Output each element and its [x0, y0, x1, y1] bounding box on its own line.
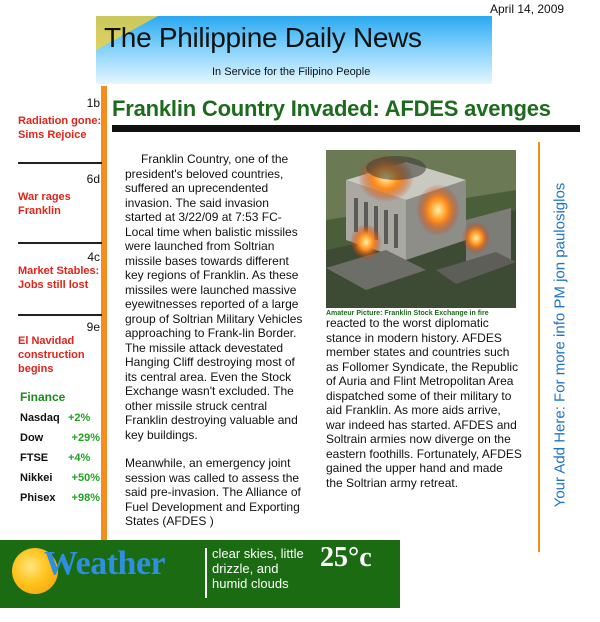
headline-block: [112, 96, 586, 132]
sidebar-story[interactable]: [18, 244, 102, 316]
sidebar-stories: [18, 96, 102, 380]
stock-exchange-fire-photo: [326, 150, 516, 308]
burning-building-image: [326, 150, 516, 308]
story-page-code: 9e: [86, 320, 100, 334]
ad-space[interactable]: [552, 183, 569, 508]
ticker-change: +2%: [68, 412, 91, 424]
story-title: Radiation gone: Sims Rejoice: [18, 115, 102, 141]
article-paragraph: reacted to the worst diplomatic stance in modern history. AFDES member states and countries such as Follomer Syndicate, the Republic of Auria and Flint Metropolitan Area dispatched some of their military to aid Franklin. As more aids arrive, war indeed has started. AFDES and Soltrain armies now diverge on the eastern foothills. Fortunately, AFDES gained the upper hand and made the Soltrian army retreat.: [326, 316, 522, 490]
ticker-row: [20, 409, 102, 429]
ticker-change: +4%: [68, 452, 91, 464]
article-paragraph: Meanwhile, an emergency joint session was called to assess the said pre-invasion. The Alliance of Fuel Development and Exporting States (AFDES ): [125, 456, 301, 528]
ad-divider: [538, 142, 540, 552]
ad-prefix: Your Add Here:: [551, 406, 569, 508]
story-title: War rages Franklin: [18, 191, 71, 217]
weather-description: clear skies, little drizzle, and humid clouds: [212, 546, 304, 591]
ticker-change: +50%: [71, 472, 100, 484]
issue-date: April 14, 2009: [490, 2, 565, 16]
ticker-change: +29%: [71, 432, 100, 444]
story-page-code: 4c: [87, 250, 100, 264]
weather-label: Weather: [44, 545, 166, 582]
newspaper-title: The Philippine Daily News: [104, 22, 422, 53]
story-title: El Navidad construction begins: [18, 335, 85, 375]
weather-banner: [0, 540, 400, 608]
ticker-name: FTSE: [20, 452, 49, 464]
ticker-name: Nikkei: [20, 472, 53, 484]
ticker-row: [20, 429, 102, 449]
main-headline: Franklin Country Invaded: AFDES avenges: [112, 96, 551, 121]
article-column-2: [326, 316, 522, 490]
story-page-code: 1b: [86, 96, 100, 110]
ticker-row: [20, 489, 102, 509]
ticker-name: Phisex: [20, 492, 56, 504]
sidebar-story[interactable]: [18, 316, 102, 380]
ticker-name: Dow: [20, 432, 44, 444]
article-column-1: [125, 152, 307, 543]
photo-caption: Amateur Picture: Franklin Stock Exchange in fire: [326, 310, 489, 317]
weather-divider: [205, 548, 207, 598]
story-page-code: 6d: [86, 172, 100, 186]
headline-rule: [112, 125, 580, 132]
sidebar-story[interactable]: [18, 96, 102, 164]
article-paragraph: Franklin Country, one of the president's beloved countries, suffered an uprecendented invasion. The said invasion started at 3/22/09 at 7:53 FC-Local time when balistic missiles were launched from Soltrian missile bases towards different key regions of Franklin. As these missiles were launched massive eyewitnesses reported of a large group of Soltrian Military Vehicles approaching to Frank-lin Border. The missile attack devestated Hanging Cliff destroying most of its central area. Even the Stock Exchange wasn't excluded. The other missile struck central Franklin destroying valuable and key buildings.: [125, 152, 303, 442]
finance-title: Finance: [20, 390, 66, 404]
ticker-change: +98%: [71, 492, 100, 504]
ad-contact: For more info PM jon paulosiglos: [551, 182, 569, 407]
newspaper-tagline: In Service for the Filipino People: [212, 66, 371, 78]
ticker-row: [20, 449, 102, 469]
weather-temperature: 25°c: [320, 542, 372, 573]
story-title: Market Stables: Jobs still lost: [18, 265, 100, 291]
ticker-name: Nasdaq: [20, 412, 60, 424]
sidebar-story[interactable]: [18, 164, 102, 244]
finance-panel: [20, 390, 102, 509]
article-photo-figure: [326, 150, 516, 318]
masthead: [96, 16, 492, 84]
ticker-row: [20, 469, 102, 489]
